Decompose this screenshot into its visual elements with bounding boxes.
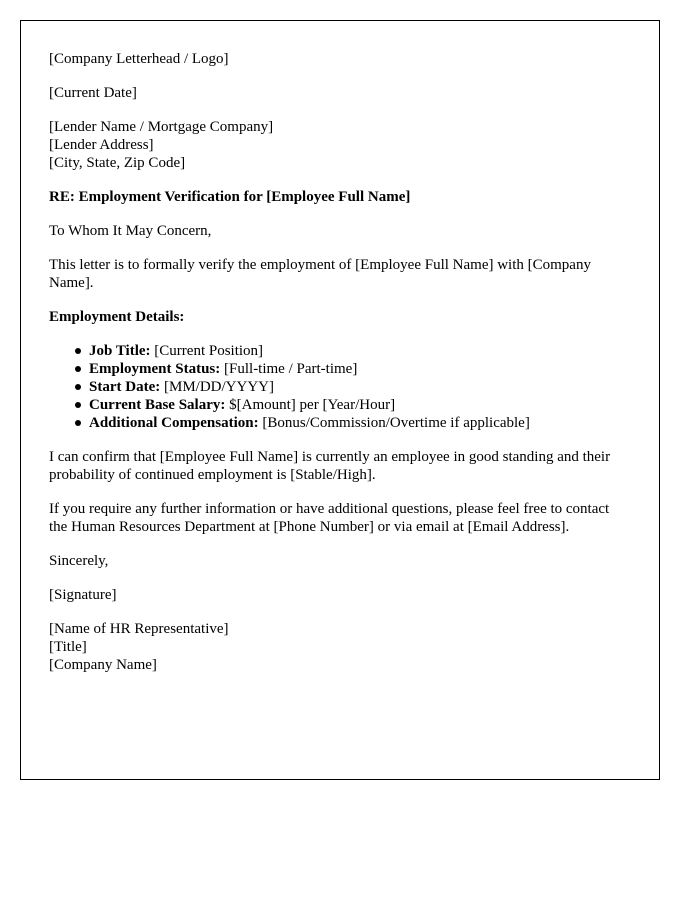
detail-label: Job Title: bbox=[89, 343, 151, 359]
detail-additional-compensation bbox=[89, 414, 631, 432]
employment-details-list bbox=[49, 342, 631, 432]
detail-job-title bbox=[89, 342, 631, 360]
salutation: To Whom It May Concern, bbox=[49, 223, 212, 239]
detail-label: Current Base Salary: bbox=[89, 397, 226, 413]
signatory-title: [Title] bbox=[49, 639, 87, 655]
detail-base-salary bbox=[89, 396, 631, 414]
recipient-city: [City, State, Zip Code] bbox=[49, 155, 186, 171]
confirmation-paragraph: I can confirm that [Employee Full Name] is currently an employee in good standing and their probability of continued employment is [Stable/High]. bbox=[49, 449, 611, 483]
signatory-name: [Name of HR Representative] bbox=[49, 621, 229, 637]
recipient-address-block bbox=[49, 118, 631, 172]
intro-paragraph: This letter is to formally verify the employment of [Employee Full Name] with [Company Name]. bbox=[49, 257, 591, 291]
detail-value: [MM/DD/YYYY] bbox=[160, 379, 274, 395]
detail-value: $[Amount] per [Year/Hour] bbox=[225, 397, 396, 413]
details-heading: Employment Details: bbox=[49, 309, 185, 325]
contact-paragraph: If you require any further information or have additional questions, please feel free to contact the Human Resources Department at [Phone Number] or via email at [Email Address]. bbox=[49, 501, 610, 535]
detail-label: Start Date: bbox=[89, 379, 161, 395]
closing: Sincerely, bbox=[49, 553, 109, 569]
detail-start-date bbox=[89, 378, 631, 396]
detail-value: [Current Position] bbox=[150, 343, 264, 359]
recipient-name: [Lender Name / Mortgage Company] bbox=[49, 119, 274, 135]
company-letterhead: [Company Letterhead / Logo] bbox=[49, 51, 229, 67]
detail-value: [Full-time / Part-time] bbox=[220, 361, 358, 377]
detail-label: Additional Compensation: bbox=[89, 415, 259, 431]
letter-page bbox=[20, 20, 660, 780]
signatory-block bbox=[49, 620, 631, 674]
recipient-address: [Lender Address] bbox=[49, 137, 154, 153]
detail-label: Employment Status: bbox=[89, 361, 221, 377]
signature: [Signature] bbox=[49, 587, 117, 603]
detail-employment-status bbox=[89, 360, 631, 378]
detail-value: [Bonus/Commission/Overtime if applicable] bbox=[258, 415, 530, 431]
letter-date: [Current Date] bbox=[49, 85, 137, 101]
signatory-company: [Company Name] bbox=[49, 657, 157, 673]
subject-line: RE: Employment Verification for [Employee Full Name] bbox=[49, 189, 411, 205]
